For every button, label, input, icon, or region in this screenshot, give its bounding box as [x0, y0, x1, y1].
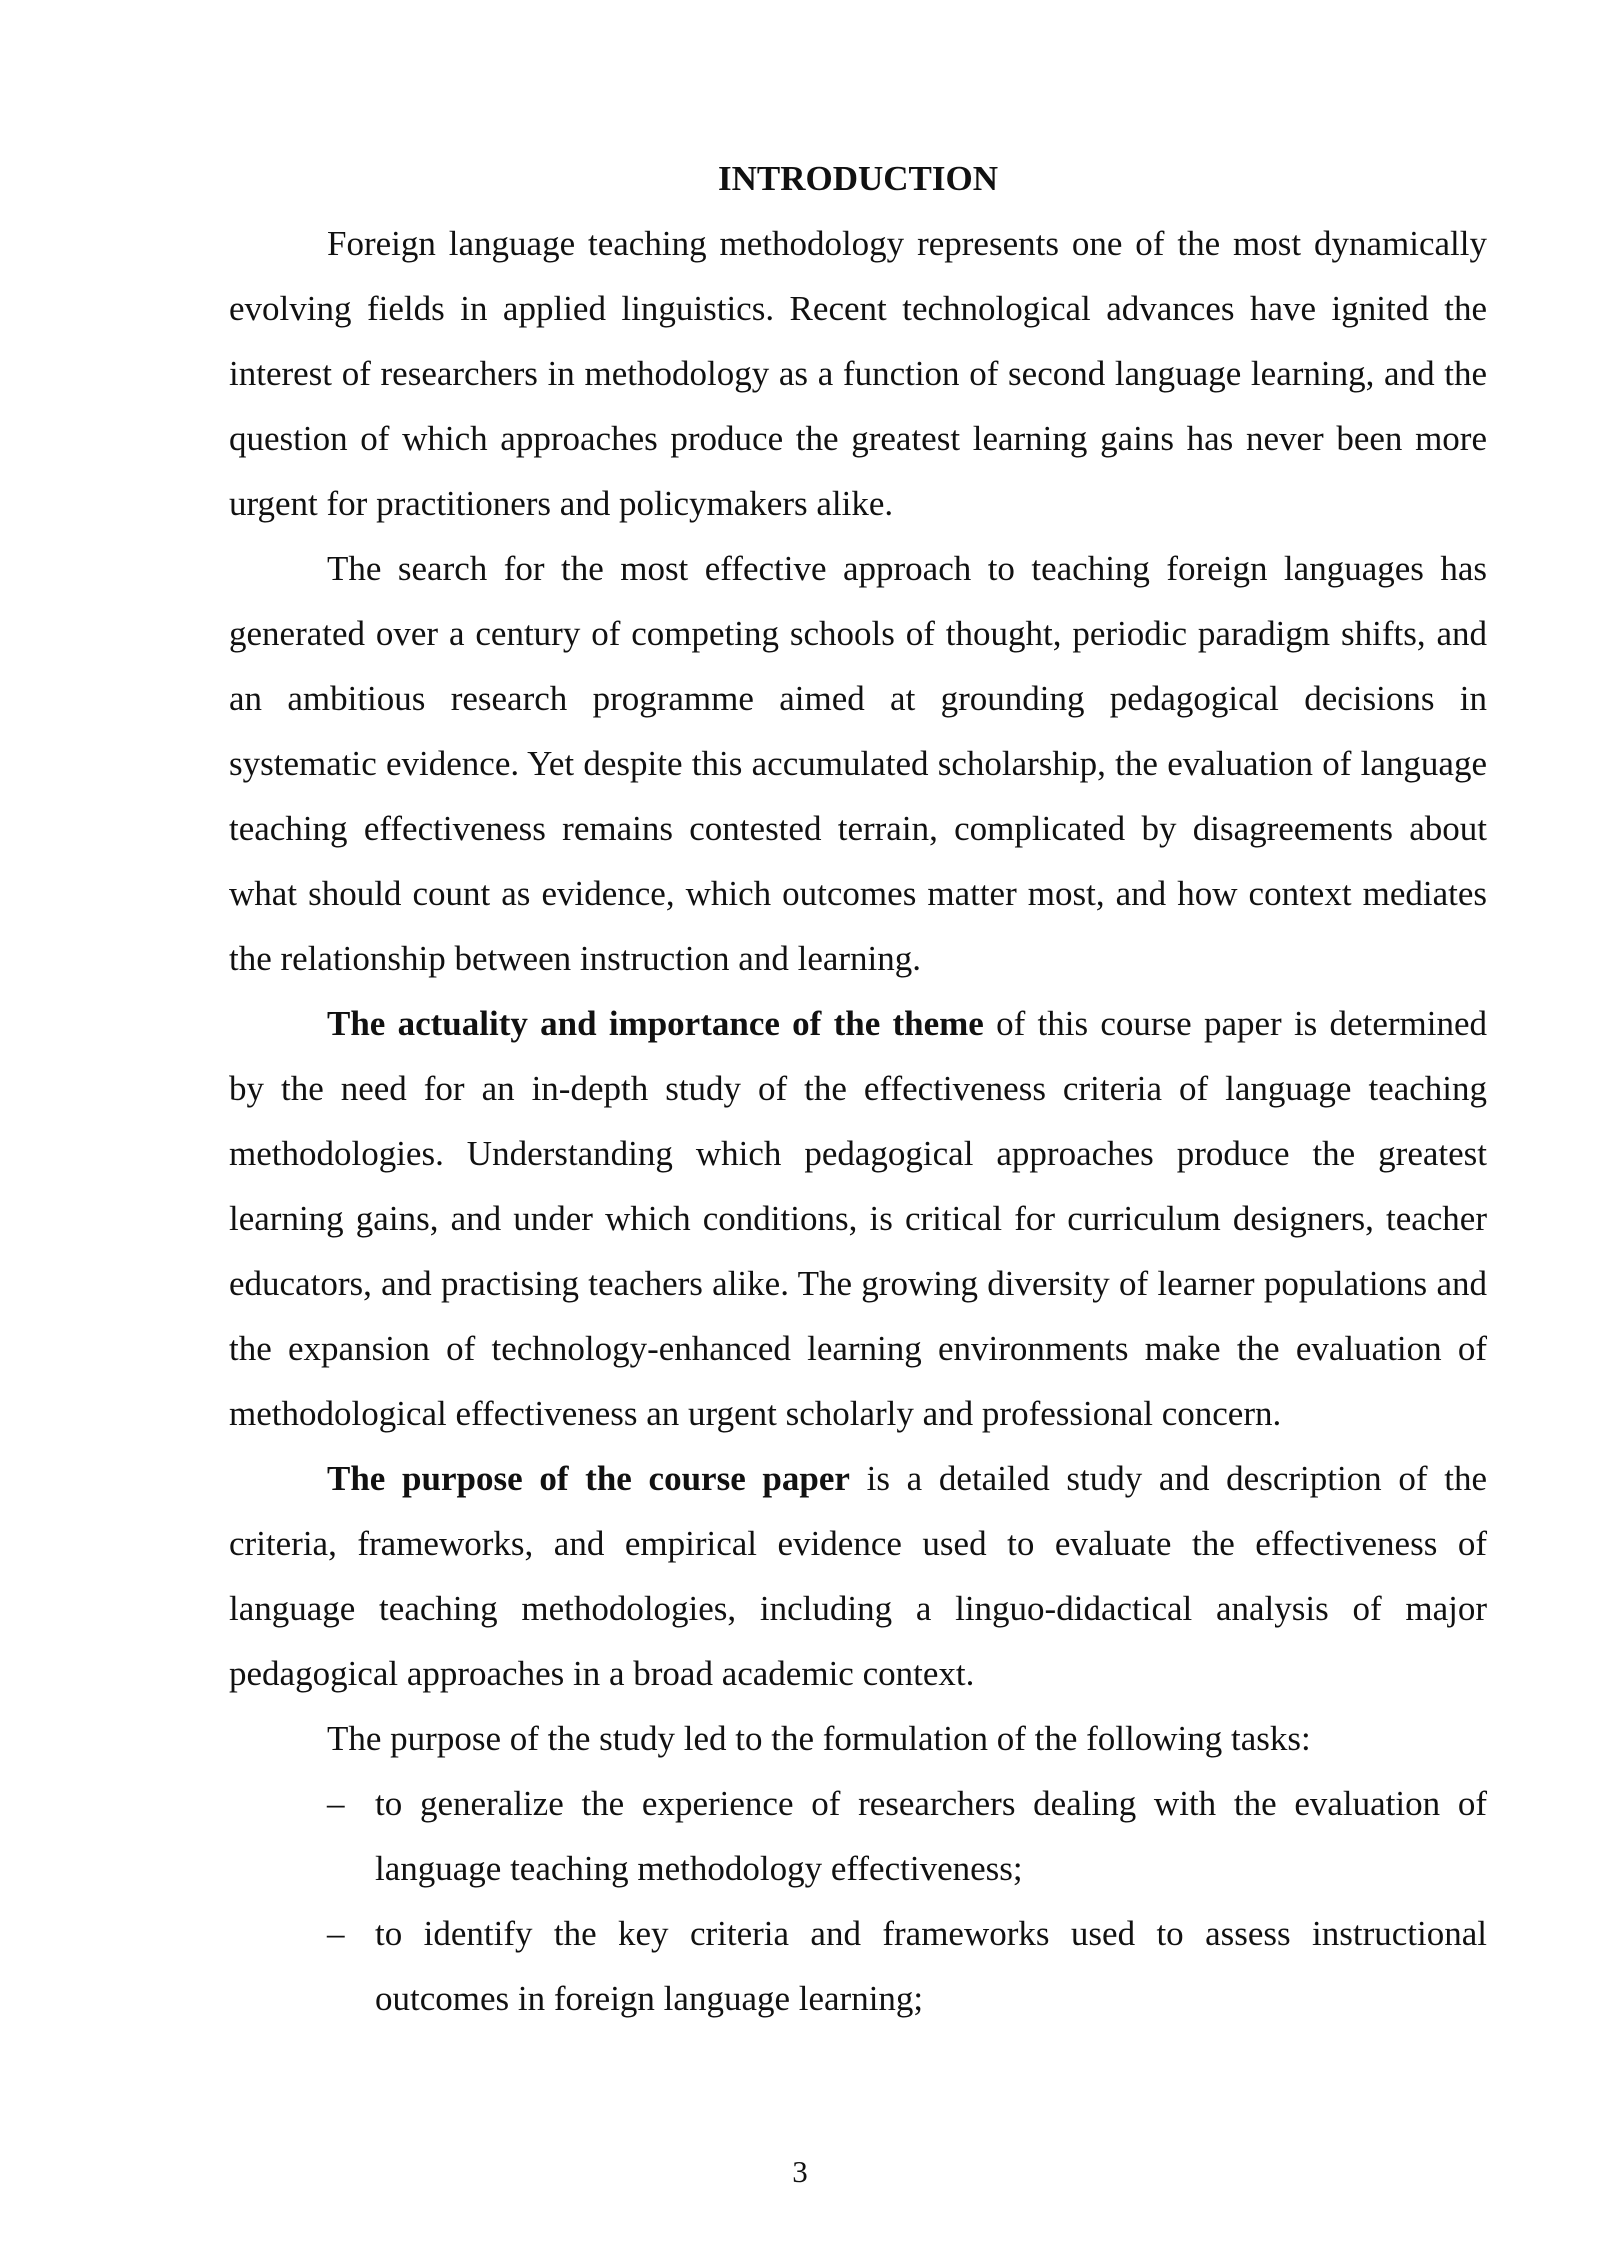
actuality-text: of this course paper is determined by the need for an in-depth study of the effectiveness criteria of language teaching methodologies. Understanding which pedagogical approaches produce the greatest learning gains, and under which conditions, is critical for curriculum designers, teacher educators, and practising teachers alike. The growing diversity of learner populations and the expansion of technology-enhanced learning environments make the evaluation of methodological effectiveness an urgent scholarly and professional concern. — [229, 1004, 1487, 1433]
list-item-text: to generalize the experience of researchers dealing with the evaluation of language teaching methodology effectiveness; — [375, 1784, 1487, 1888]
list-item — [229, 1901, 1487, 2031]
paragraph-background: The search for the most effective approach to teaching foreign languages has generated over a century of competing schools of thought, periodic paradigm shifts, and an ambitious research programme aimed at grounding pedagogical decisions in systematic evidence. Yet despite this accumulated scholarship, the evaluation of language teaching effectiveness remains contested terrain, complicated by disagreements about what should count as evidence, which outcomes matter most, and how context mediates the relationship between instruction and learning. — [229, 549, 1487, 978]
dash-bullet: – — [327, 1914, 345, 1953]
purpose-text: is a detailed study and description of the criteria, frameworks, and empirical evidence used to evaluate the effectiveness of language teaching methodologies, including a linguo-didactical analysis of major pedagogical approaches in a broad academic context. — [229, 1459, 1488, 1693]
task-list — [229, 1771, 1487, 2031]
paragraph-tasks-intro: The purpose of the study led to the formulation of the following tasks: — [327, 1719, 1311, 1758]
section-heading: INTRODUCTION — [717, 159, 999, 198]
list-item-text: to identify the key criteria and frameworks used to assess instructional outcomes in foreign language learning; — [375, 1914, 1487, 2018]
list-item — [229, 1771, 1487, 1901]
paragraph-intro: Foreign language teaching methodology represents one of the most dynamically evolving fields in applied linguistics. Recent technological advances have ignited the interest of researchers in methodology as a function of second language learning, and the question of which approaches produce the greatest learning gains has never been more urgent for practitioners and policymakers alike. — [229, 224, 1487, 523]
page-number: 3 — [792, 2154, 808, 2189]
page-body — [229, 146, 1487, 2031]
paragraph-actuality — [229, 991, 1487, 1446]
paragraph-purpose — [229, 1446, 1487, 1706]
purpose-label: The purpose of the course paper — [327, 1459, 850, 1498]
dash-bullet: – — [327, 1784, 345, 1823]
actuality-label: The actuality and importance of the theme — [327, 1004, 984, 1043]
